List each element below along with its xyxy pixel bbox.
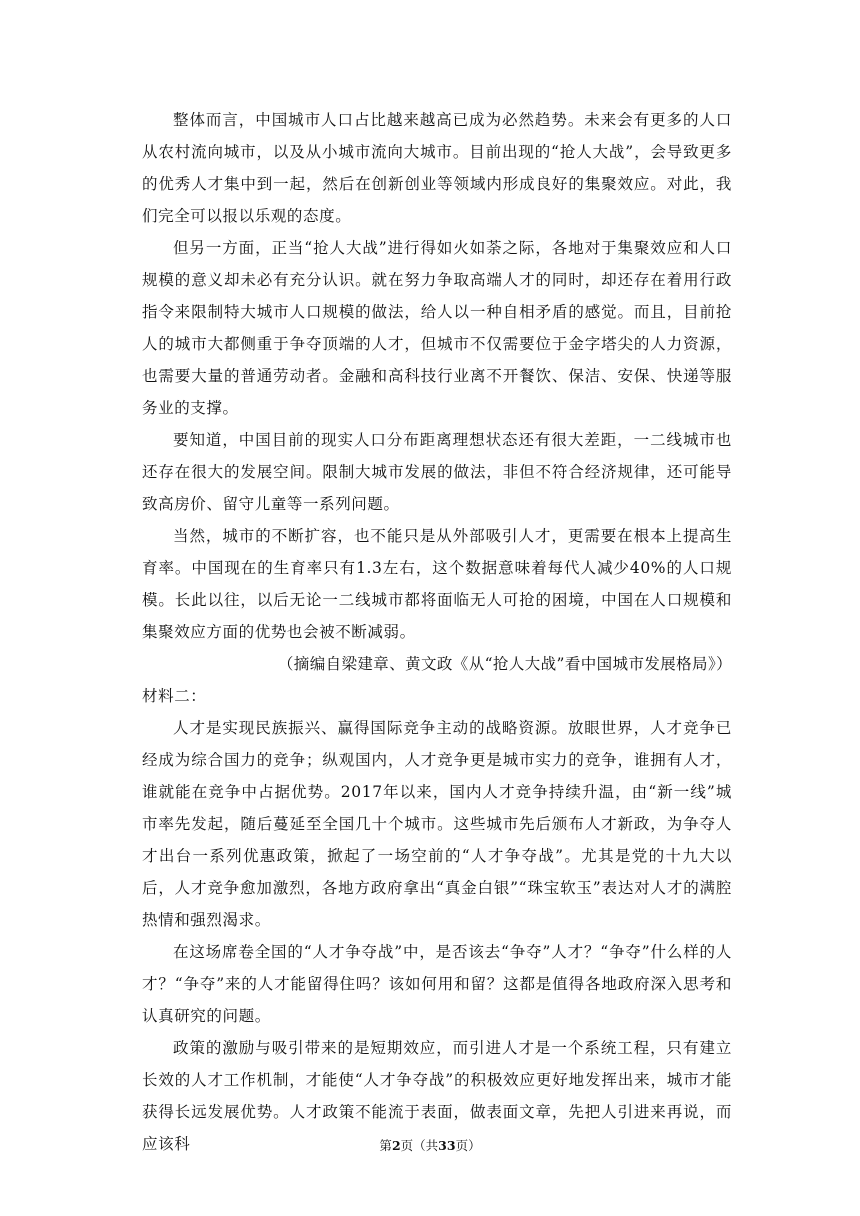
paragraph: 整体而言，中国城市人口占比越来越高已成为必然趋势。未来会有更多的人口从农村流向城市，以及从小城市流向大城市。目前出现的“抢人大战”，会导致更多的优秀人才集中到一起，然后在创新创业等领域内形成良好的集聚效应。对此，我们完全可以报以乐观的态度。 (142, 111, 732, 225)
source-citation: （摘编自梁建章、黄文政《从“抢人大战”看中国城市发展格局》） (277, 655, 732, 673)
paragraph: 当然，城市的不断扩容，也不能只是从外部吸引人才，更需要在根本上提高生育率。中国现在的生育率只有1.3左右，这个数据意味着每代人减少40%的人口规模。长此以往，以后无论一二线城市都将面临无人可抢的困境，中国在人口规模和集聚效应方面的优势也会被不断减弱。 (142, 527, 732, 641)
page-footer (0, 1136, 860, 1154)
footer-middle: 页（共 (400, 1138, 439, 1153)
footer-suffix: 页） (455, 1138, 481, 1153)
total-pages: 33 (438, 1138, 456, 1153)
paragraph: 政策的激励与吸引带来的是短期效应，而引进人才是一个系统工程，只有建立长效的人才工作机制，才能使“人才争夺战”的积极效应更好地发挥出来，城市才能获得长远发展优势。人才政策不能流于表面，做表面文章，先把人引进来再说，而应该科 (142, 1039, 732, 1153)
paragraph: 要知道，中国目前的现实人口分布距离理想状态还有很大差距，一二线城市也还存在很大的发展空间。限制大城市发展的做法，非但不符合经济规律，还可能导致高房价、留守儿童等一系列问题。 (142, 431, 732, 513)
footer-prefix: 第 (379, 1138, 392, 1153)
document-body (142, 104, 732, 1160)
paragraph: 在这场席卷全国的“人才争夺战”中，是否该去“争夺”人才？“争夺”什么样的人才？“争夺”来的人才能留得住吗？该如何用和留？这都是值得各地政府深入思考和认真研究的问题。 (142, 943, 732, 1025)
page-number: 2 (391, 1138, 401, 1153)
paragraph: 但另一方面，正当“抢人大战”进行得如火如荼之际，各地对于集聚效应和人口规模的意义却未必有充分认识。就在努力争取高端人才的同时，却还存在着用行政指令来限制特大城市人口规模的做法，给人以一种自相矛盾的感觉。而且，目前抢人的城市大都侧重于争夺顶端的人才，但城市不仅需要位于金字塔尖的人力资源，也需要大量的普通劳动者。金融和高科技行业离不开餐饮、保洁、安保、快递等服务业的支撑。 (142, 239, 732, 417)
paragraph: 人才是实现民族振兴、赢得国际竞争主动的战略资源。放眼世界，人才竞争已经成为综合国力的竞争；纵观国内，人才竞争更是城市实力的竞争，谁拥有人才，谁就能在竞争中占据优势。2017年以来，国内人才竞争持续升温，由“新一线”城市率先发起，随后蔓延至全国几十个城市。这些城市先后颁布人才新政，为争夺人才出台一系列优惠政策，掀起了一场空前的“人才争夺战”。尤其是党的十九大以后，人才竞争愈加激烈，各地方政府拿出“真金白银”“珠宝软玉”表达对人才的满腔热情和强烈渴求。 (142, 719, 732, 929)
material-heading: 材料二： (142, 687, 207, 705)
